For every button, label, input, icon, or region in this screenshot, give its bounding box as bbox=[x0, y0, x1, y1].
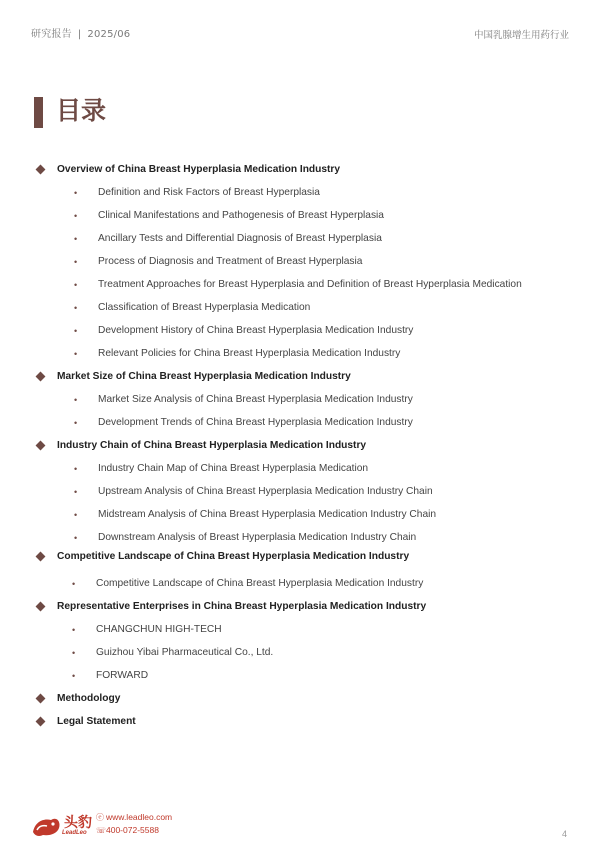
report-date: 2025/06 bbox=[87, 29, 131, 40]
toc-section-label: Legal Statement bbox=[57, 716, 136, 727]
dot-bullet-icon: • bbox=[74, 234, 78, 244]
toc-section-label: Competitive Landscape of China Breast Hyperplasia Medication Industry bbox=[57, 551, 410, 562]
website-row bbox=[96, 811, 172, 824]
toc-item-label: Competitive Landscape of China Breast Hyperplasia Medication Industry bbox=[96, 578, 424, 589]
dot-bullet-icon: • bbox=[74, 188, 78, 198]
toc-item-label: Clinical Manifestations and Pathogenesis of Breast Hyperplasia bbox=[98, 210, 384, 221]
toc-item-label: FORWARD bbox=[96, 670, 149, 681]
toc-item-label: Treatment Approaches for Breast Hyperplasia and Definition of Breast Hyperplasia Medication bbox=[98, 279, 522, 290]
toc-item-label: Ancillary Tests and Differential Diagnosis of Breast Hyperplasia bbox=[98, 233, 382, 244]
phone-row bbox=[96, 824, 172, 837]
toc-item-label: Guizhou Yibai Pharmaceutical Co., Ltd. bbox=[96, 647, 274, 658]
dot-bullet-icon: • bbox=[72, 579, 76, 589]
toc-item-label: Market Size Analysis of China Breast Hyperplasia Medication Industry bbox=[98, 394, 413, 405]
dot-bullet-icon: • bbox=[74, 510, 78, 520]
diamond-bullet-icon bbox=[36, 441, 46, 451]
toc-section-label: Representative Enterprises in China Breast Hyperplasia Medication Industry bbox=[57, 601, 427, 612]
toc-section-label: Methodology bbox=[57, 693, 121, 704]
dot-bullet-icon: • bbox=[74, 303, 78, 313]
website-link[interactable]: www.leadleo.com bbox=[106, 812, 173, 822]
dot-bullet-icon: • bbox=[74, 464, 78, 474]
toc-item-label: Relevant Policies for China Breast Hyperplasia Medication Industry bbox=[98, 348, 401, 359]
toc-item-label: CHANGCHUN HIGH-TECH bbox=[96, 624, 222, 635]
doc-type-label: 研究报告 bbox=[31, 29, 72, 40]
diamond-bullet-icon bbox=[36, 552, 46, 562]
toc-section-label: Market Size of China Breast Hyperplasia Medication Industry bbox=[57, 371, 351, 382]
contact-info bbox=[96, 811, 172, 837]
toc-item-label: Process of Diagnosis and Treatment of Breast Hyperplasia bbox=[98, 256, 363, 267]
diamond-bullet-icon bbox=[36, 694, 46, 704]
dot-bullet-icon: • bbox=[74, 395, 78, 405]
page-title: 目录 bbox=[56, 96, 107, 125]
toc-item-label: Midstream Analysis of China Breast Hyperplasia Medication Industry Chain bbox=[98, 509, 437, 520]
toc-section-label: Industry Chain of China Breast Hyperplasia Medication Industry bbox=[57, 440, 367, 451]
toc-item-label: Development History of China Breast Hyperplasia Medication Industry bbox=[98, 325, 414, 336]
e-icon: ⓔ bbox=[96, 813, 104, 822]
page-number: 4 bbox=[561, 829, 567, 839]
toc-item-label: Classification of Breast Hyperplasia Medication bbox=[98, 302, 311, 313]
phone-number: 400-072-5588 bbox=[106, 825, 159, 835]
dot-bullet-icon: • bbox=[74, 326, 78, 336]
report-meta: 研究报告 | 2025/06 bbox=[31, 29, 131, 40]
toc-section-label: Overview of China Breast Hyperplasia Medication Industry bbox=[57, 164, 341, 175]
dot-bullet-icon: • bbox=[74, 487, 78, 497]
industry-label: 中国乳腺增生用药行业 bbox=[473, 30, 569, 41]
toc-item-label: Upstream Analysis of China Breast Hyperplasia Medication Industry Chain bbox=[98, 486, 433, 497]
diamond-bullet-icon bbox=[36, 372, 46, 382]
dot-bullet-icon: • bbox=[72, 648, 76, 658]
title-accent-bar bbox=[34, 97, 43, 128]
logo-wordmark: 头豹 bbox=[64, 815, 92, 831]
dot-bullet-icon: • bbox=[74, 533, 78, 543]
dot-bullet-icon: • bbox=[74, 349, 78, 359]
diamond-bullet-icon bbox=[36, 717, 46, 727]
toc-item-label: Downstream Analysis of Breast Hyperplasia Medication Industry Chain bbox=[98, 532, 417, 543]
dot-bullet-icon: • bbox=[74, 211, 78, 221]
diamond-bullet-icon bbox=[36, 165, 46, 175]
dot-bullet-icon: • bbox=[74, 280, 78, 290]
phone-icon: ☏ bbox=[96, 826, 107, 835]
dot-bullet-icon: • bbox=[74, 257, 78, 267]
toc-item-label: Industry Chain Map of China Breast Hyperplasia Medication bbox=[98, 463, 369, 474]
toc-item-label: Definition and Risk Factors of Breast Hyperplasia bbox=[98, 187, 320, 198]
dot-bullet-icon: • bbox=[72, 671, 76, 681]
dot-bullet-icon: • bbox=[74, 418, 78, 428]
dot-bullet-icon: • bbox=[72, 625, 76, 635]
logo-subtitle: LeadLeo bbox=[62, 830, 87, 836]
toc-item-label: Development Trends of China Breast Hyperplasia Medication Industry bbox=[98, 417, 413, 428]
diamond-bullet-icon bbox=[36, 602, 46, 612]
